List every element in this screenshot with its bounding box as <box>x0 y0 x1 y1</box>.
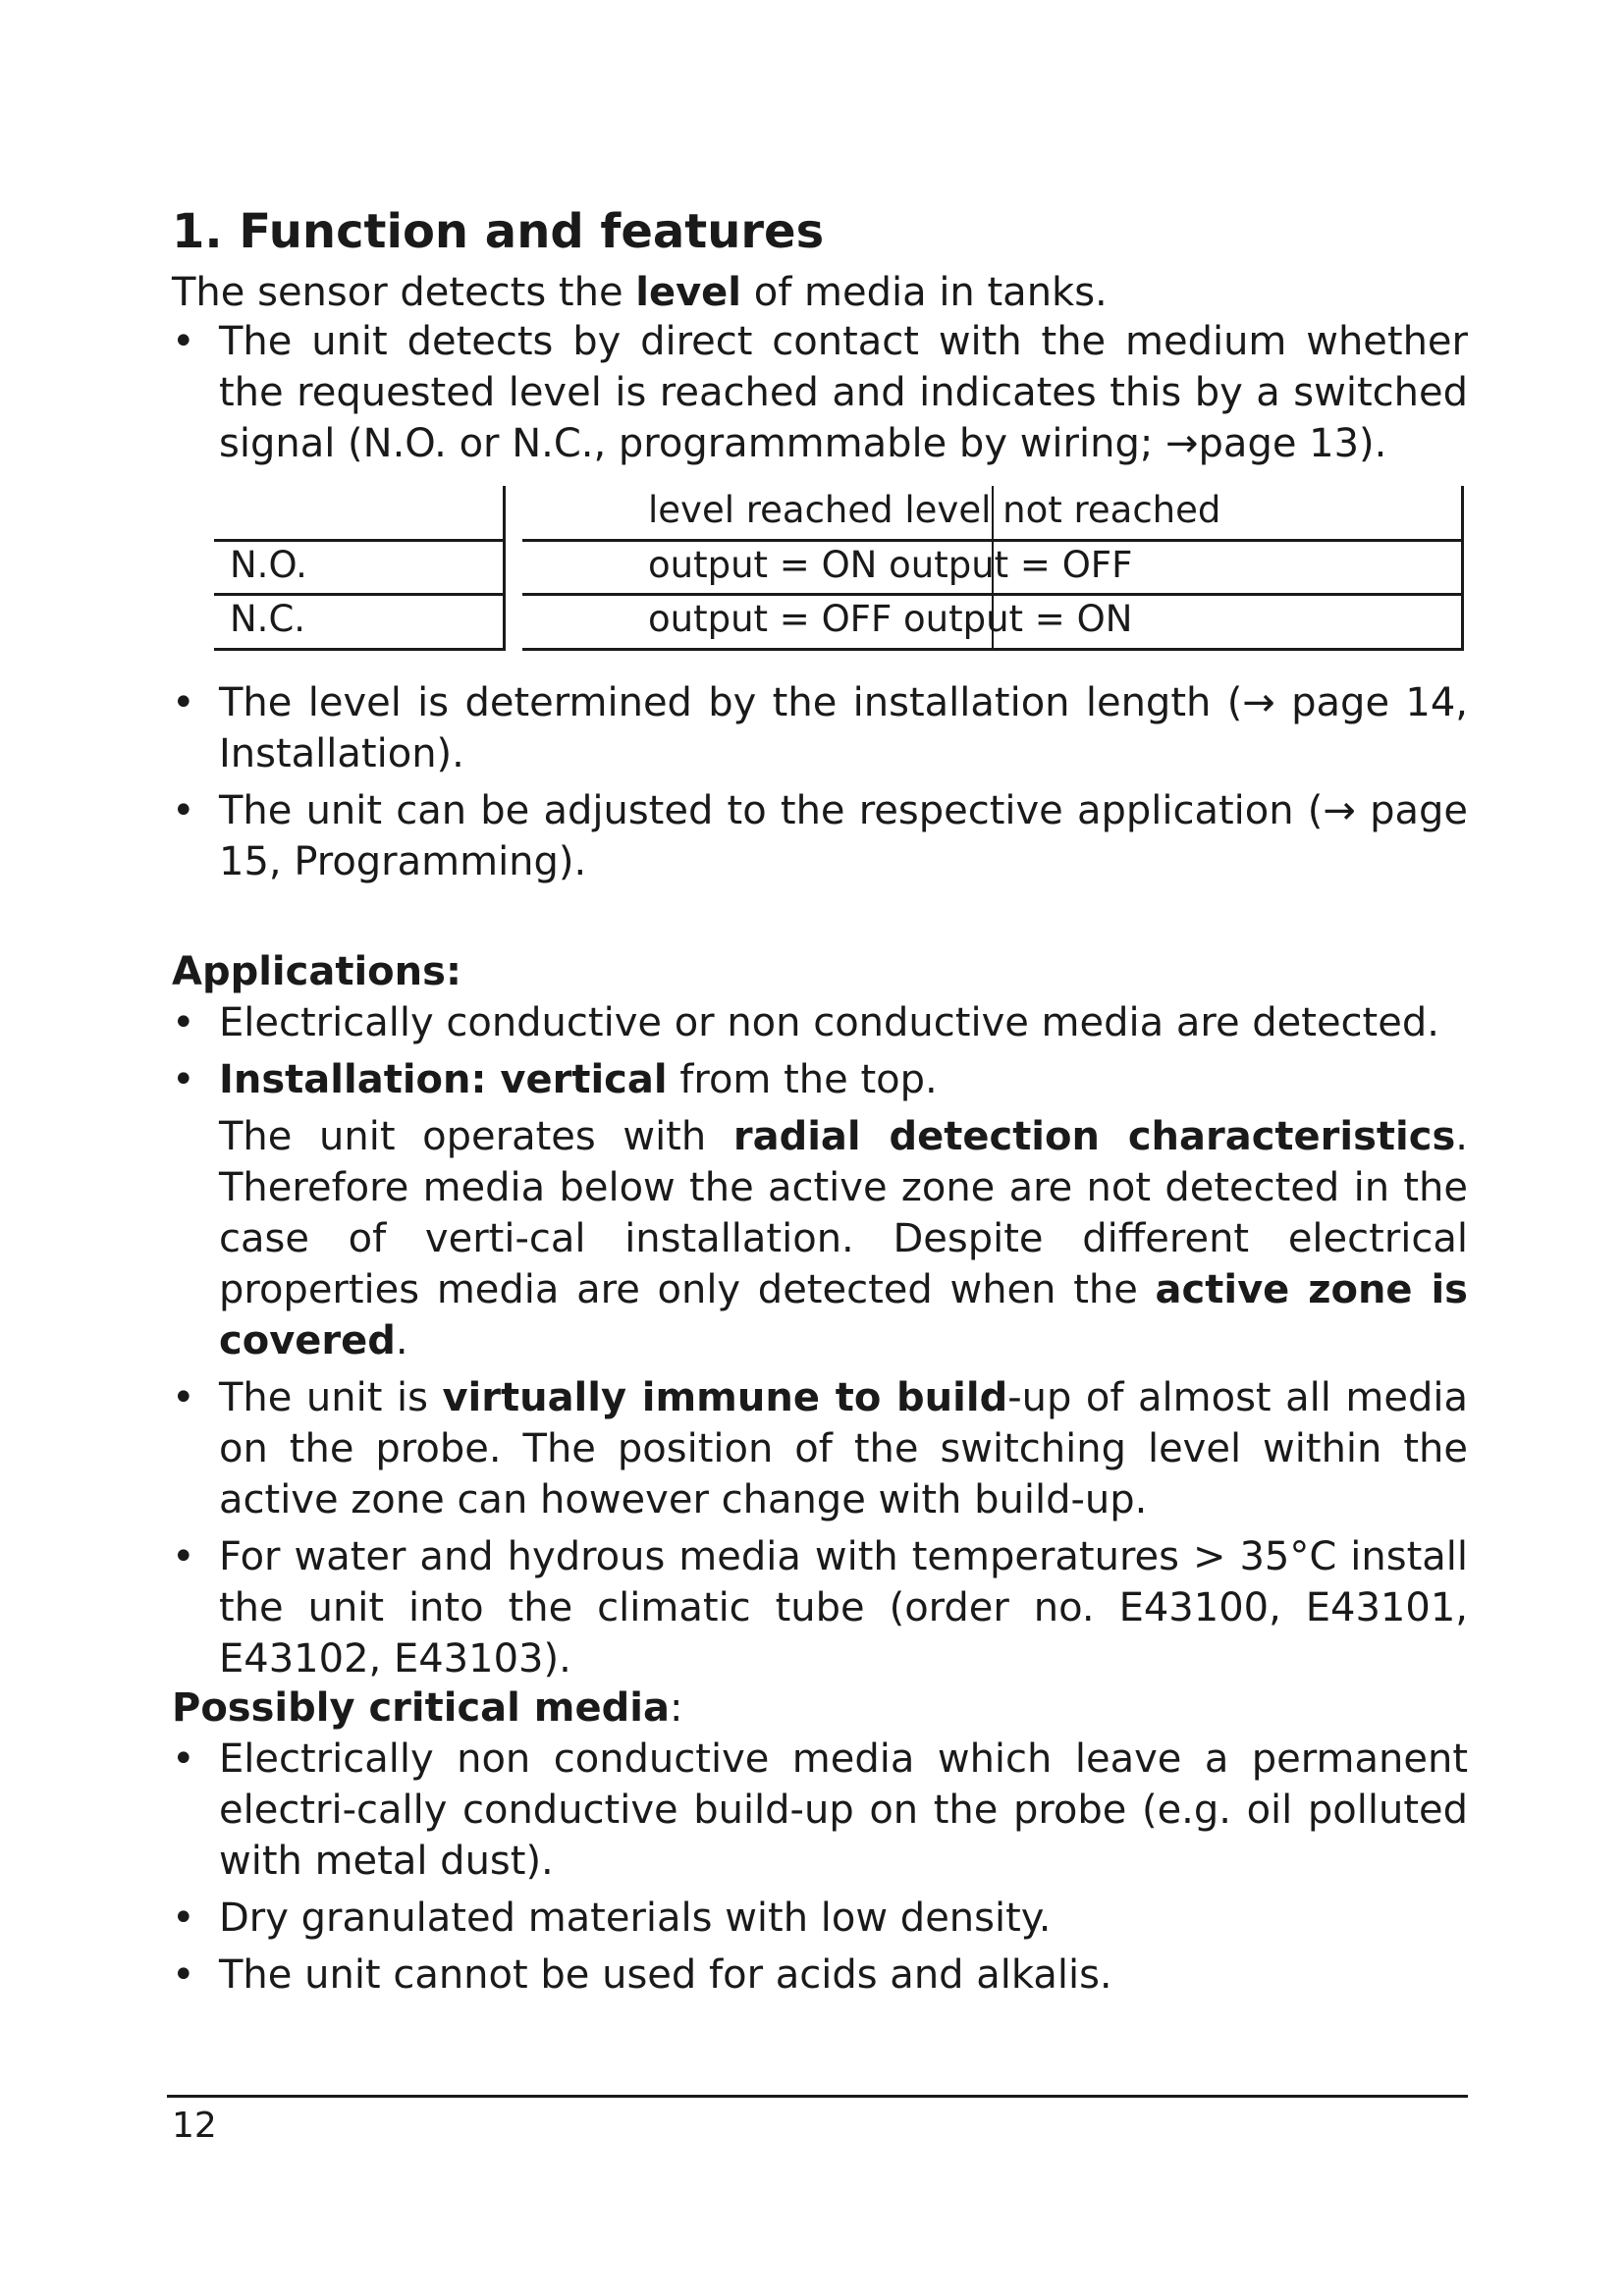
list-item <box>172 997 1468 1048</box>
para-bold-text: radial detection characteristics <box>732 1114 1456 1159</box>
page-number: 12 <box>172 2106 217 2146</box>
bullet-bold-text: virtually immune to build <box>442 1375 1008 1420</box>
table-header: level reached level not reached <box>648 489 1221 531</box>
bullet-text: Dry granulated materials with low density. <box>219 1896 1052 1941</box>
bullet-text: The unit detects by direct contact with the medium whether the requested level is reached and indicates this by a switched signal (N.O. or N.C., programmmable by wiring; →page 13). <box>219 319 1468 466</box>
critical-heading <box>172 1682 1468 1734</box>
bullet-marker: • <box>172 1896 195 1941</box>
bullet-marker: • <box>172 1375 195 1420</box>
table-rule <box>522 648 1461 651</box>
para-bold-text: active zone is covered <box>219 1267 1468 1363</box>
function-bullets <box>172 316 1468 469</box>
bullet-text: The unit cannot be used for acids and alkalis. <box>219 1952 1112 1998</box>
list-item <box>172 1054 1468 1105</box>
applications-section <box>172 946 1468 1684</box>
table-rule <box>214 648 503 651</box>
list-item <box>172 677 1468 779</box>
list-item <box>172 1949 1468 2001</box>
after-table-bullets <box>172 677 1468 887</box>
footer-rule <box>167 2095 1468 2098</box>
table-divider-right <box>1461 486 1464 651</box>
bullet-marker: • <box>172 1000 195 1045</box>
bullet-text: The level is determined by the installation length (→ page 14, Installation). <box>219 680 1468 776</box>
bullet-marker: • <box>172 1057 195 1102</box>
table-row-label: N.C. <box>230 598 306 640</box>
bullet-text: from the top. <box>667 1057 938 1102</box>
bullet-text: The unit can be adjusted to the respective application (→ page 15, Programming). <box>219 788 1468 884</box>
table-rule <box>522 593 1461 596</box>
bullet-text: -up of almost all media on the probe. The position of the switching level within the active zone can however change with build-up. <box>219 1375 1468 1522</box>
table-row-value: output = ON output = OFF <box>648 544 1133 586</box>
applications-paragraph <box>172 1111 1468 1366</box>
table-rule <box>522 539 1461 542</box>
bullet-marker: • <box>172 319 195 364</box>
list-item <box>172 1893 1468 1944</box>
para-text: . Therefore media below the active zone are not detected in the case of verti-cal installation. Despite different electrical properties media are only detected when the <box>219 1114 1468 1312</box>
bullet-text: Electrically conductive or non conductive media are detected. <box>219 1000 1439 1045</box>
bullet-marker: • <box>172 1736 195 1782</box>
bullet-marker: • <box>172 1534 195 1579</box>
table-rule <box>214 593 503 596</box>
section-title: 1. Function and features <box>172 204 825 259</box>
critical-media-section <box>172 1682 1468 2001</box>
bullet-text: Electrically non conductive media which leave a permanent electri-cally conductive build-up on the probe (e.g. oil polluted with metal dust). <box>219 1736 1468 1884</box>
bullet-marker: • <box>172 788 195 833</box>
bullet-text: For water and hydrous media with temperatures > 35°C install the unit into the climatic tube (order no. E43100, E43101, E43102, E43103). <box>219 1534 1468 1682</box>
list-item <box>172 1372 1468 1525</box>
table-divider-left <box>503 486 506 651</box>
applications-heading: Applications: <box>172 949 461 994</box>
list-item <box>172 785 1468 887</box>
intro-sentence <box>172 270 1108 315</box>
list-item <box>172 1531 1468 1684</box>
bullet-marker: • <box>172 680 195 725</box>
critical-heading-colon: : <box>669 1685 683 1731</box>
intro-text: The sensor detects the <box>172 270 636 315</box>
table-row-label: N.O. <box>230 544 307 586</box>
bullet-marker: • <box>172 1952 195 1998</box>
bullet-bold-text: Installation: vertical <box>219 1057 668 1102</box>
list-item <box>172 316 1468 469</box>
bullet-text: The unit is <box>219 1375 443 1420</box>
critical-heading-bold: Possibly critical media <box>172 1685 670 1731</box>
table-row-value: output = OFF output = ON <box>648 598 1133 640</box>
para-text: . <box>395 1318 408 1363</box>
list-item <box>172 1734 1468 1887</box>
intro-text-end: of media in tanks. <box>741 270 1108 315</box>
table-rule <box>214 539 503 542</box>
intro-bold-level: level <box>635 270 742 315</box>
para-text: The unit operates with <box>219 1114 733 1159</box>
